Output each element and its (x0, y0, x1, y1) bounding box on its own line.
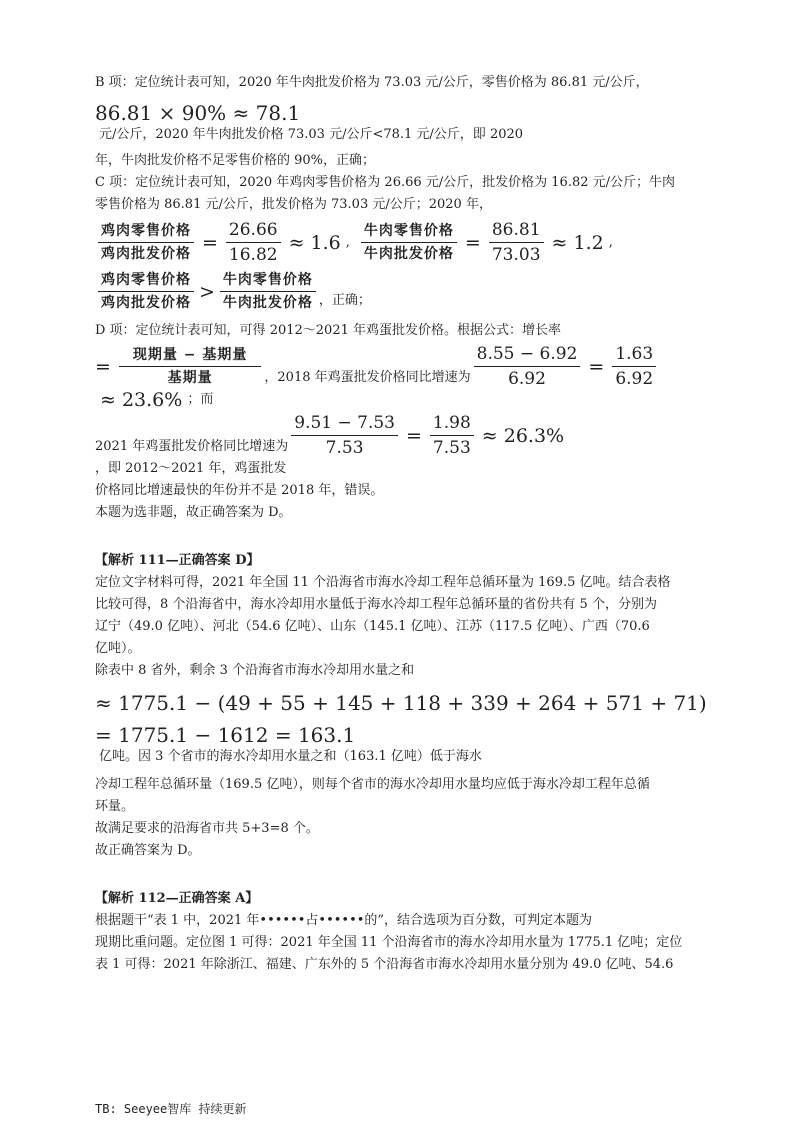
comma: , (345, 234, 350, 250)
section-112-line2: 现期比重问题。定位图 1 可得：2021 年全国 11 个沿海省市的海水冷却用水量为 1775.1 亿吨；定位 (95, 935, 683, 950)
option-d-last-line: 价格同比增速最快的年份并不是 2018 年，错误。 (95, 483, 384, 498)
page-footer: TB: Seeyee智库 持续更新 (95, 1102, 247, 1116)
fraction-numerator: 1.98 (430, 413, 474, 436)
approx-result: ≈ 1.6 (288, 231, 341, 254)
section-111-formula-row (95, 724, 715, 768)
section-112-heading: 【解析 112—正确答案 A】 (95, 891, 259, 906)
fraction-denominator: 7.53 (325, 438, 364, 458)
section-111-line8: 环量。 (95, 799, 135, 814)
fraction-denominator: 73.03 (491, 245, 541, 265)
section-111-heading: 【解析 111—正确答案 D】 (95, 553, 260, 568)
fraction-denominator: 6.92 (615, 369, 654, 389)
fraction-denominator: 16.82 (228, 245, 278, 265)
fraction-numerator: 26.66 (226, 220, 281, 243)
option-d-text3: 2021 年鸡蛋批发价格同比增速为 (95, 439, 289, 454)
fraction-denominator: 鸡肉批发价格 (101, 246, 191, 262)
equals-sign: = (588, 355, 605, 378)
section-111-line7: 冷却工程年总循环量（169.5 亿吨），则每个省市的海水冷却用水量均应低于海水冷却工程年总循 (95, 777, 650, 792)
section-111-line4: 亿吨）。 (95, 641, 141, 656)
fraction-denominator: 6.92 (508, 369, 546, 389)
section-111-line2: 比较可得，8 个沿海省中，海水冷却用水量低于海水冷却工程年总循环量的省份共有 5 个，分别为 (95, 597, 657, 612)
option-d-text1: ，2018 年鸡蛋批发价格同比增速为 (264, 370, 471, 385)
section-112-line1: 根据题干“表 1 中，2021 年••••••占••••••的”，结合选项为百分数，可判定本题为 (95, 913, 593, 928)
section-112-line3: 表 1 可得：2021 年除浙江、福建、广东外的 5 个沿海省市海水冷却用水量分别为 49.0 亿吨、54.6 (95, 957, 674, 972)
option-b-formula: 86.81 × 90% ≈ 78.1 (95, 101, 301, 125)
equals-sign: = (464, 231, 481, 254)
option-c-compare-row (95, 271, 715, 312)
fraction-numerator: 鸡肉零售价格 (98, 271, 194, 292)
growth-2021-fraction (291, 413, 398, 458)
option-d-line1: D 项：定位统计表可知，可得 2012～2021 年鸡蛋批发价格。根据公式：增长率 (95, 323, 561, 338)
section-111-line10: 故正确答案为 D。 (95, 843, 201, 858)
equals-sign: = (202, 231, 218, 254)
option-d-text2: ；而 (187, 392, 214, 407)
section-111-line5: 除表中 8 省外，剩余 3 个沿海省市海水冷却用水量之和 (95, 663, 415, 678)
option-d-formula-row (95, 344, 715, 411)
fraction-numerator: 牛肉零售价格 (220, 271, 316, 292)
growth-2018-fraction (474, 344, 581, 389)
document-body (95, 72, 715, 976)
comma: , (608, 234, 613, 250)
fraction-denominator: 牛肉批发价格 (363, 246, 454, 262)
fraction-numerator: 牛肉零售价格 (361, 222, 457, 243)
growth-rate-formula (119, 346, 261, 387)
option-c-line1: C 项：定位统计表可知，2020 年鸡肉零售价格为 26.66 元/公斤，批发价格为 16.82 元/公斤；牛肉 (95, 175, 676, 190)
beef-ratio-fraction (220, 271, 316, 312)
chicken-ratio-fraction (98, 222, 194, 263)
option-b-line2: 元/公斤，2020 年牛肉批发价格 73.03 元/公斤<78.1 元/公斤，即 2020 (99, 127, 524, 142)
growth-2021-simplified (430, 413, 474, 458)
fraction-numerator: 鸡肉零售价格 (98, 222, 194, 243)
option-c-ratio-row (95, 220, 715, 265)
option-b-math-row (95, 102, 715, 146)
greater-than-sign: > (199, 280, 215, 303)
fraction-denominator: 鸡肉批发价格 (101, 295, 191, 311)
approx-result: ≈ 23.6% (100, 389, 183, 411)
approx-result: ≈ 26.3% (481, 424, 565, 447)
growth-2018-simplified (612, 344, 656, 389)
equals-sign: = (95, 355, 111, 378)
fraction-denominator: 牛肉批发价格 (222, 295, 313, 311)
fraction-numerator: 9.51 − 7.53 (291, 413, 398, 436)
chicken-ratio-fraction (98, 271, 194, 312)
option-b-line3: 年，牛肉批发价格不足零售价格的 90%，正确； (95, 153, 376, 168)
fraction-numerator: 86.81 (489, 220, 544, 243)
beef-ratio-fraction (361, 222, 457, 263)
section-111-line3: 辽宁（49.0 亿吨）、河北（54.6 亿吨）、山东（145.1 亿吨）、江苏（117.5 亿吨）、广西（70.6 (95, 619, 650, 634)
chicken-value-fraction (226, 220, 281, 265)
section-111-line1: 定位文字材料可得，2021 年全国 11 个沿海省市海水冷却工程年总循环量为 169.5 亿吨。结合表格 (95, 575, 671, 590)
fraction-numerator: 现期量 − 基期量 (119, 346, 261, 367)
fraction-numerator: 8.55 − 6.92 (474, 344, 581, 367)
section-111-formula1: ≈ 1775.1 − (49 + 55 + 145 + 118 + 339 + 264 + 571 + 71) (95, 691, 707, 715)
equals-sign: = (405, 424, 422, 447)
approx-result: ≈ 1.2 (551, 231, 604, 254)
fraction-denominator: 基期量 (167, 370, 213, 386)
option-d-2021-row (95, 413, 715, 480)
option-d-text4: ，即 2012～2021 年，鸡蛋批发 (95, 461, 287, 476)
section-111-line9: 故满足要求的沿海省市共 5+3=8 个。 (95, 821, 319, 836)
beef-value-fraction (489, 220, 544, 265)
fraction-denominator: 7.53 (432, 438, 471, 458)
option-c-line2: 零售价格为 86.81 元/公斤，批发价格为 73.03 元/公斤；2020 年， (95, 197, 492, 212)
option-c-verdict: ，正确； (318, 293, 371, 308)
section-111-formula2: = 1775.1 − 1612 = 163.1 (95, 723, 356, 747)
option-b-line1: B 项：定位统计表可知，2020 年牛肉批发价格为 73.03 元/公斤，零售价格为 86.81 元/公斤， (95, 75, 649, 90)
option-d-conclusion: 本题为选非题，故正确答案为 D。 (95, 505, 292, 520)
fraction-numerator: 1.63 (612, 344, 656, 367)
section-111-line6: 亿吨。因 3 个省市的海水冷却用水量之和（163.1 亿吨）低于海水 (99, 749, 482, 764)
